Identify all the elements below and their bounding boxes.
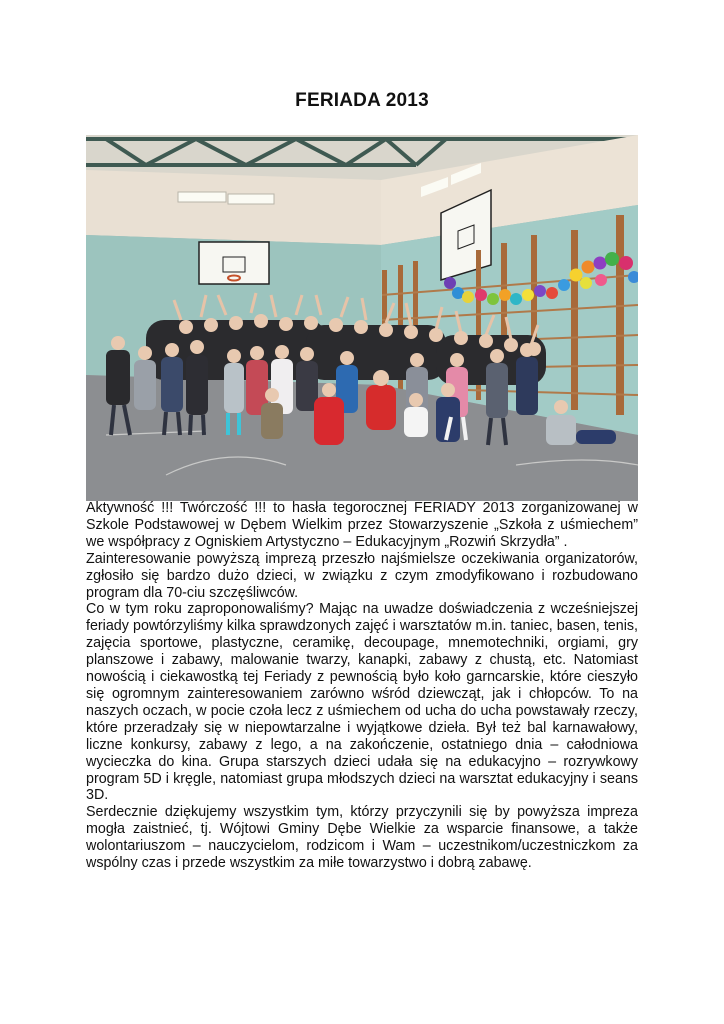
- paragraph-interest: Zainteresowanie powyższą imprezą przeszło najśmielsze oczekiwania organizatorów, zgłosiło się bardzo dużo dzieci, w związku z czym zmodyfikowano i rozbudowano program dla 70-ciu szczęśliwców.: [86, 550, 638, 601]
- article-body: [86, 500, 638, 872]
- group-photo: [86, 135, 638, 501]
- paragraph-program: Co w tym roku zaproponowaliśmy? Mając na uwadze doświadczenia z wcześniejszej feriady powtórzyliśmy kilka sprawdzonych zajęć i warsztatów m.in. taniec, basen, tenis, zajęcia sportowe, plastyczne, ceramikę, decoupage, mnemotechniki, orgiami, gry planszowe i zabawy, malowanie twarzy, kanapki, zabawy z chustą, etc. Natomiast nowością i ciekawostką tej Feriady z pewnością było koło garncarskie, które cieszyło się ogromnym zainteresowaniem zarówno wśród dziewcząt, jak i chłopców. To na naszych oczach, w pocie czoła lecz z uśmiechem od ucha do ucha powstawały rzeczy, które przeradzały się w niepowtarzalne i wyjątkowe dzieła. Był też bal karnawałowy, liczne konkursy, zabawy z lego, a na zakończenie, ostatniego dnia – całodniowa wycieczka do kina. Grupa starszych dzieci udała się na edukacyjno – rozrywkowy program 5D i kręgle, natomiast grupa młodszych dzieci na warsztat edukacyjny i seans 3D.: [86, 601, 638, 804]
- paragraph-intro: Aktywność !!! Twórczość !!! to hasła tegorocznej FERIADY 2013 zorganizowanej w Szkole Podstawowej w Dębem Wielkim przez Stowarzyszenie „Szkoła z uśmiechem” we współpracy z Ogniskiem Artystyczno – Edukacyjnym „Rozwiń Skrzydła” .: [86, 500, 638, 550]
- page-title: FERIADA 2013: [295, 90, 429, 111]
- gym-photo-illustration: [86, 135, 638, 501]
- paragraph-thanks: Serdecznie dziękujemy wszystkim tym, którzy przyczynili się by powyższa impreza mogła zaistnieć, tj. Wójtowi Gminy Dębe Wielkie za wsparcie finansowe, a także wolontariuszom – nauczycielom, rodzicom i Wam – uczestnikom/uczestniczkom za wspólny czas i przede wszystkim za miłe towarzystwo i dobrą zabawę.: [86, 804, 638, 872]
